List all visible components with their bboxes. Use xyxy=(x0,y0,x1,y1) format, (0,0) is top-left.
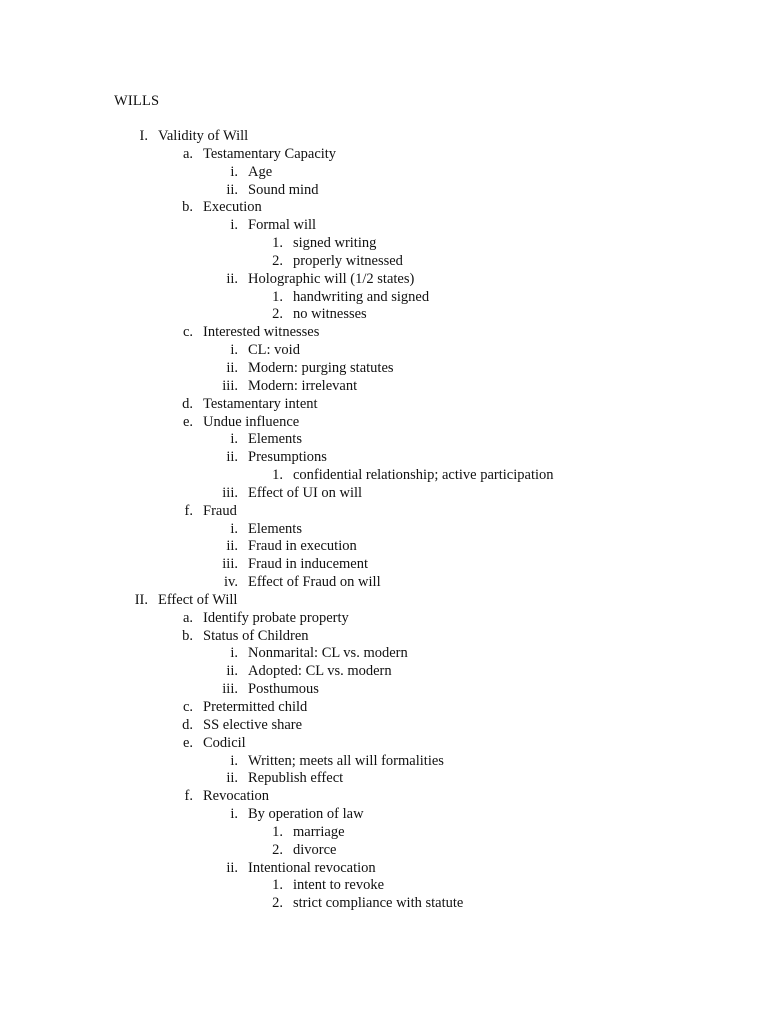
outline-item-text: Fraud in inducement xyxy=(248,556,369,573)
outline-item xyxy=(0,592,768,610)
outline-item-marker: a. xyxy=(182,145,193,162)
outline-item-text: Nonmarital: CL vs. modern xyxy=(248,645,408,662)
outline-item-text: Interested witnesses xyxy=(203,324,320,341)
outline-item-text: By operation of law xyxy=(248,806,364,823)
outline-item-marker: iii. xyxy=(222,377,238,394)
outline-item xyxy=(0,253,768,271)
outline-item-marker: 1. xyxy=(272,467,283,484)
outline-item-marker: ii. xyxy=(226,859,238,876)
outline-item-text: Effect of UI on will xyxy=(248,484,363,501)
outline-item-marker: 2. xyxy=(272,895,283,912)
outline-item-text: Codicil xyxy=(203,734,246,751)
outline-item-marker: iii. xyxy=(222,484,238,501)
outline-item xyxy=(0,824,768,842)
outline-item-text: Intentional revocation xyxy=(248,859,376,876)
outline-item xyxy=(0,271,768,289)
outline-item-marker: i. xyxy=(230,520,238,537)
outline-item-text: handwriting and signed xyxy=(293,288,430,305)
outline-item-marker: e. xyxy=(182,413,193,430)
outline-item-text: Revocation xyxy=(203,788,270,805)
outline-item xyxy=(0,449,768,467)
outline-item-text: Testamentary Capacity xyxy=(203,145,337,162)
outline-item-text: Posthumous xyxy=(248,681,319,698)
outline-item-text: Holographic will (1/2 states) xyxy=(248,270,415,287)
outline-item-text: Elements xyxy=(248,520,302,537)
outline-item-text: Validity of Will xyxy=(158,128,249,144)
outline-item-text: Execution xyxy=(203,199,262,216)
outline-item xyxy=(0,217,768,235)
outline-item-text: Formal will xyxy=(248,217,317,234)
outline-item-text: SS elective share xyxy=(203,716,303,733)
outline-item-marker: d. xyxy=(182,716,193,733)
outline-item-marker: i. xyxy=(230,752,238,769)
outline-item-text: Pretermitted child xyxy=(203,699,308,715)
outline-item-marker: f. xyxy=(184,502,193,519)
outline-item xyxy=(0,753,768,771)
outline-item-text: Elements xyxy=(248,431,302,448)
outline-item xyxy=(0,521,768,539)
outline-item xyxy=(0,699,768,717)
outline-item-text: confidential relationship; active participation xyxy=(293,467,554,484)
outline-item-marker: 1. xyxy=(272,877,283,894)
outline-item-text: strict compliance with statute xyxy=(293,895,464,912)
outline-item-marker: ii. xyxy=(226,770,238,787)
outline-item xyxy=(0,289,768,307)
outline-item xyxy=(0,431,768,449)
outline-item-text: no witnesses xyxy=(293,306,367,323)
outline-item xyxy=(0,146,768,164)
outline-item xyxy=(0,414,768,432)
outline-item-marker: i. xyxy=(230,342,238,359)
outline-item-marker: ii. xyxy=(226,538,238,555)
outline-item-marker: iii. xyxy=(222,556,238,573)
outline-item xyxy=(0,164,768,182)
outline-item xyxy=(0,378,768,396)
outline-item-text: divorce xyxy=(293,841,337,858)
outline-item xyxy=(0,396,768,414)
outline-item xyxy=(0,681,768,699)
outline-item xyxy=(0,735,768,753)
outline-item-marker: i. xyxy=(230,431,238,448)
outline-item-text: Effect of Fraud on will xyxy=(248,574,381,591)
outline-item xyxy=(0,842,768,860)
outline-item xyxy=(0,342,768,360)
outline-item xyxy=(0,538,768,556)
outline-item xyxy=(0,645,768,663)
outline-item xyxy=(0,467,768,485)
outline-item xyxy=(0,574,768,592)
outline-item-marker: 1. xyxy=(272,235,283,252)
outline-item-text: Status of Children xyxy=(203,627,309,644)
outline-item-marker: e. xyxy=(182,734,193,751)
outline-item xyxy=(0,877,768,895)
outline-item-marker: ii. xyxy=(226,359,238,376)
outline-item xyxy=(0,788,768,806)
outline-item-text: Age xyxy=(248,163,273,180)
outline-item-text: Effect of Will xyxy=(158,591,238,608)
outline-item-text: Testamentary intent xyxy=(203,395,318,412)
outline-item-text: signed writing xyxy=(293,235,377,252)
outline-item xyxy=(0,717,768,735)
outline-item xyxy=(0,324,768,342)
outline-item xyxy=(0,806,768,824)
outline-item-text: Presumptions xyxy=(248,449,327,466)
outline-item xyxy=(0,610,768,628)
outline-item xyxy=(0,503,768,521)
outline-item xyxy=(0,860,768,878)
outline-item-marker: b. xyxy=(182,627,193,644)
outline-item-marker: 2. xyxy=(272,306,283,323)
outline-item xyxy=(0,235,768,253)
outline-item-marker: 1. xyxy=(272,823,283,840)
outline-item xyxy=(0,770,768,788)
outline-item-marker: ii. xyxy=(226,270,238,287)
outline-item-marker: I. xyxy=(139,128,148,144)
outline-item-text: Sound mind xyxy=(248,181,319,198)
outline-item-marker: ii. xyxy=(226,181,238,198)
outline-item-text: Modern: irrelevant xyxy=(248,377,358,394)
outline-item-marker: i. xyxy=(230,163,238,180)
outline-item-text: Undue influence xyxy=(203,413,300,430)
outline-item-marker: iii. xyxy=(222,681,238,698)
outline-item-marker: c. xyxy=(182,324,193,341)
outline-item xyxy=(0,895,768,913)
outline-item-marker: ii. xyxy=(226,663,238,680)
outline-item-marker: d. xyxy=(182,395,193,412)
outline-item-text: Adopted: CL vs. modern xyxy=(248,663,392,680)
outline-item xyxy=(0,128,768,146)
outline-item-marker: a. xyxy=(182,609,193,626)
outline-item-marker: II. xyxy=(134,591,148,608)
outline-item-marker: 1. xyxy=(272,288,283,305)
outline-item-text: CL: void xyxy=(248,342,300,359)
outline-item xyxy=(0,360,768,378)
outline-list xyxy=(0,128,768,913)
outline-item-text: intent to revoke xyxy=(293,877,385,894)
outline-item xyxy=(0,663,768,681)
outline-item-text: marriage xyxy=(293,823,345,840)
outline-item-marker: f. xyxy=(184,788,193,805)
outline-item-text: Modern: purging statutes xyxy=(248,359,394,376)
outline-item-text: properly witnessed xyxy=(293,252,403,269)
outline-item-marker: 2. xyxy=(272,841,283,858)
outline-item-marker: iv. xyxy=(224,574,238,591)
outline-item xyxy=(0,199,768,217)
outline-item-marker: 2. xyxy=(272,252,283,269)
outline-item-marker: i. xyxy=(230,645,238,662)
outline-item-text: Republish effect xyxy=(248,770,344,787)
outline-item-marker: i. xyxy=(230,806,238,823)
outline-item-marker: i. xyxy=(230,217,238,234)
outline-item xyxy=(0,556,768,574)
outline-item-marker: c. xyxy=(182,699,193,715)
outline-item-marker: b. xyxy=(182,199,193,216)
outline-item xyxy=(0,628,768,646)
outline-item xyxy=(0,182,768,200)
outline-item xyxy=(0,485,768,503)
outline-item-text: Fraud xyxy=(203,502,237,519)
document-title: WILLS xyxy=(114,93,160,109)
outline-item-marker: ii. xyxy=(226,449,238,466)
outline-item-text: Fraud in execution xyxy=(248,538,357,555)
outline-item-text: Identify probate property xyxy=(203,609,349,626)
outline-item xyxy=(0,306,768,324)
outline-item-text: Written; meets all will formalities xyxy=(248,752,444,769)
